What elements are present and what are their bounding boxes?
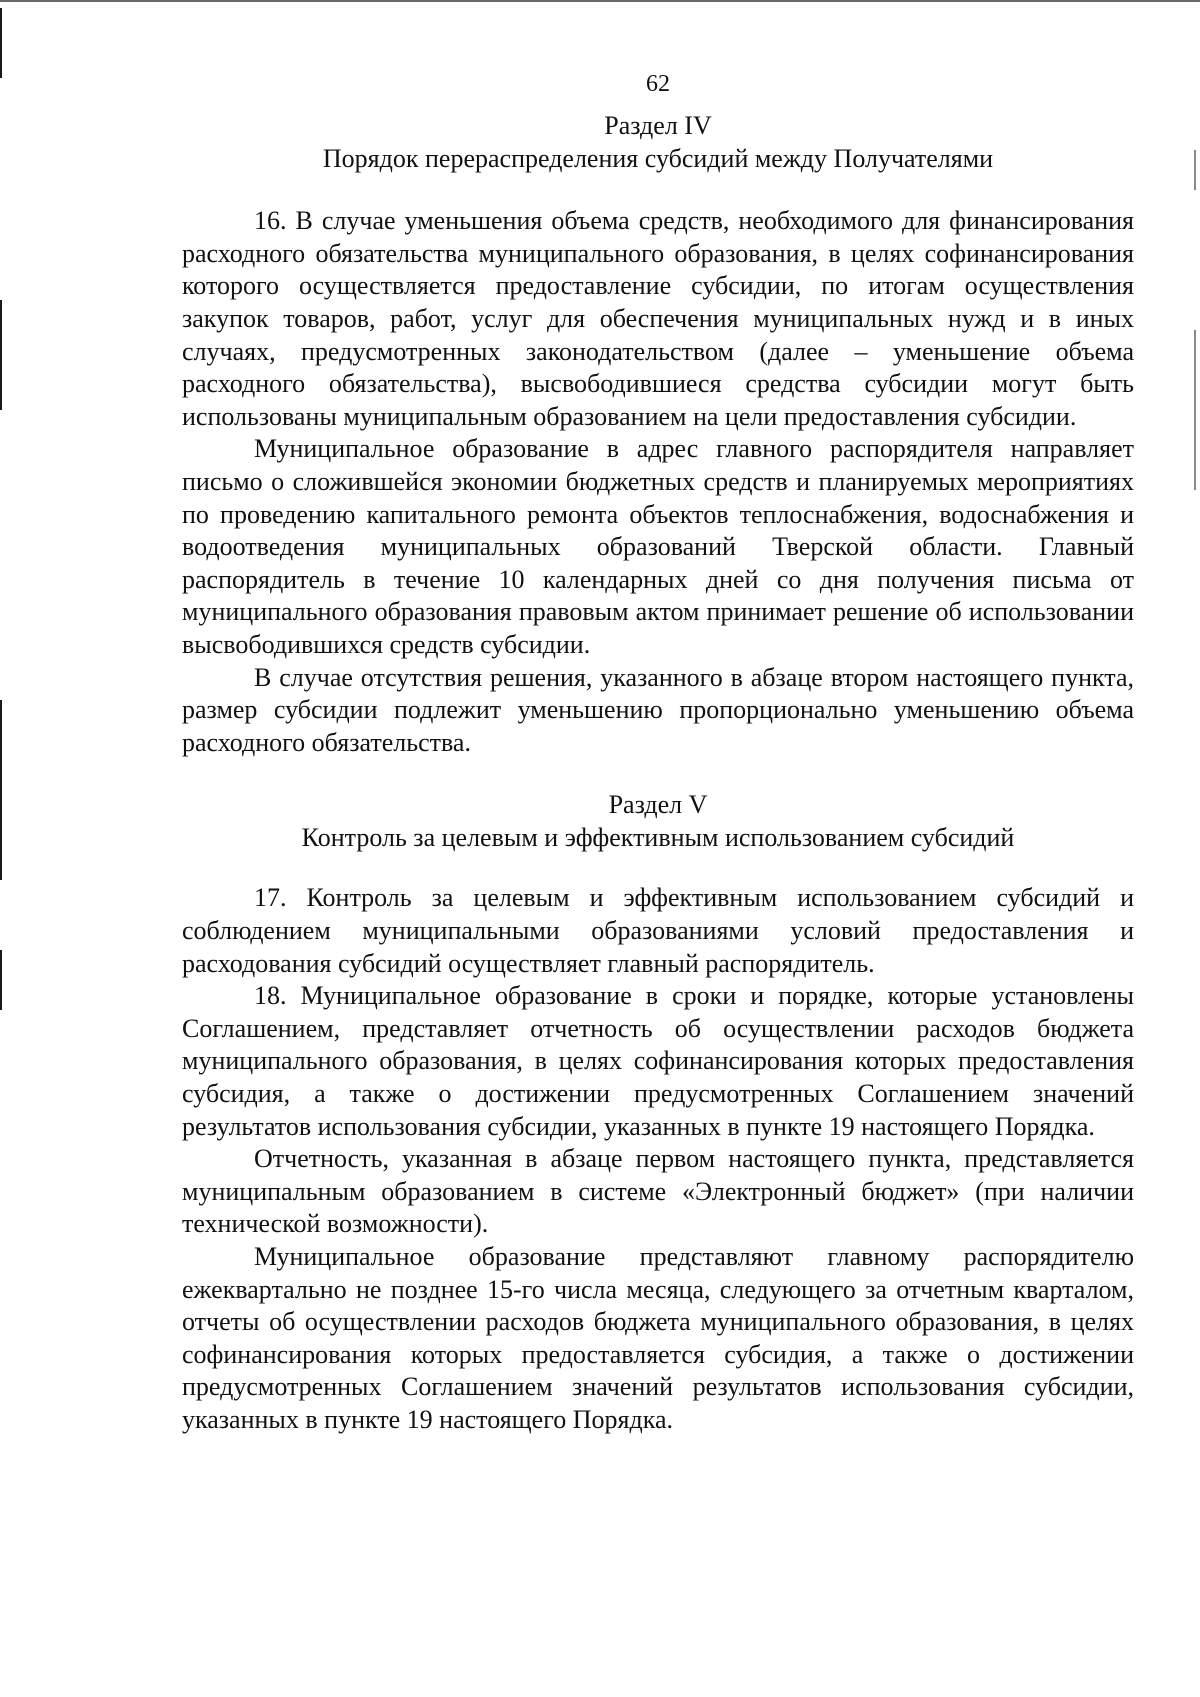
scan-edge-right	[1194, 330, 1196, 490]
scan-edge-top	[0, 0, 1200, 2]
scan-edge-left	[0, 950, 2, 1010]
scan-edge-right	[1194, 150, 1196, 190]
section-5-heading: Раздел V	[608, 790, 708, 820]
paragraph-17: 17. Контроль за целевым и эффективным использованием субсидий и соблюдением муниципальными образованиями условий предоставления и расходования субсидий осуществляет главный распорядитель.	[182, 883, 1134, 978]
section-4-title: Порядок перераспределения субсидий между Получателями	[322, 143, 994, 173]
paragraph-18: 18. Муниципальное образование в сроки и порядке, которые установлены Соглашением, представляет отчетность об осуществлении расходов бюджета муниципального образования, в целях софинансирования которых предоставления субсидия, а также о достижении предусмотренных Соглашением значений результатов использования субсидии, указанных в пункте 19 настоящего Порядка.	[182, 981, 1134, 1141]
section-4-heading: Раздел IV	[604, 111, 712, 140]
scan-edge-left	[0, 8, 2, 78]
paragraph-18-third: Муниципальное образование представляют главному распорядителю ежеквартально не позднее 15-го числа месяца, следующего за отчетным кварталом, отчеты об осуществлении расходов бюджета муниципального образования, в целях софинансирования которых предоставляется субсидия, а также о достижении предусмотренных Соглашением значений результатов использования субсидии, указанных в пункте 19 настоящего Порядка.	[182, 1242, 1134, 1434]
section-5-title: Контроль за целевым и эффективным использованием субсидий	[301, 822, 1015, 852]
paragraph-16-third: В случае отсутствия решения, указанного в абзаце втором настоящего пункта, размер субсидии подлежит уменьшению пропорционально уменьшению объема расходного обязательства.	[182, 662, 1134, 757]
section-5	[182, 789, 1134, 1436]
paragraph-16: 16. В случае уменьшения объема средств, необходимого для финансирования расходного обязательства муниципального образования, в целях софинансирования которого осуществляется предоставление субсидии, по итогам осуществления закупок товаров, работ, услуг для обеспечения муниципальных нужд и в иных случаях, предусмотренных законодательством (далее – уменьшение объема расходного обязательства), высвободившиеся средства субсидии могут быть использованы муниципальным образованием на цели предоставления субсидии.	[182, 206, 1134, 431]
section-4	[182, 110, 1134, 759]
scan-edge-left	[0, 300, 2, 410]
scan-edge-left	[0, 700, 2, 880]
document-page	[182, 62, 1134, 1437]
page-number: 62	[646, 71, 670, 97]
paragraph-16-second: Муниципальное образование в адрес главного распорядителя направляет письмо о сложившейся экономии бюджетных средств и планируемых мероприятиях по проведению капитального ремонта объектов теплоснабжения, водоснабжения и водоотведения муниципальных образований Тверской области. Главный распорядитель в течение 10 календарных дней со дня получения письма от муниципального образования правовым актом принимает решение об использовании высвободившихся средств субсидии.	[182, 434, 1134, 659]
paragraph-18-second: Отчетность, указанная в абзаце первом настоящего пункта, представляется муниципальным образованием в системе «Электронный бюджет» (при наличии технической возможности).	[182, 1144, 1134, 1239]
